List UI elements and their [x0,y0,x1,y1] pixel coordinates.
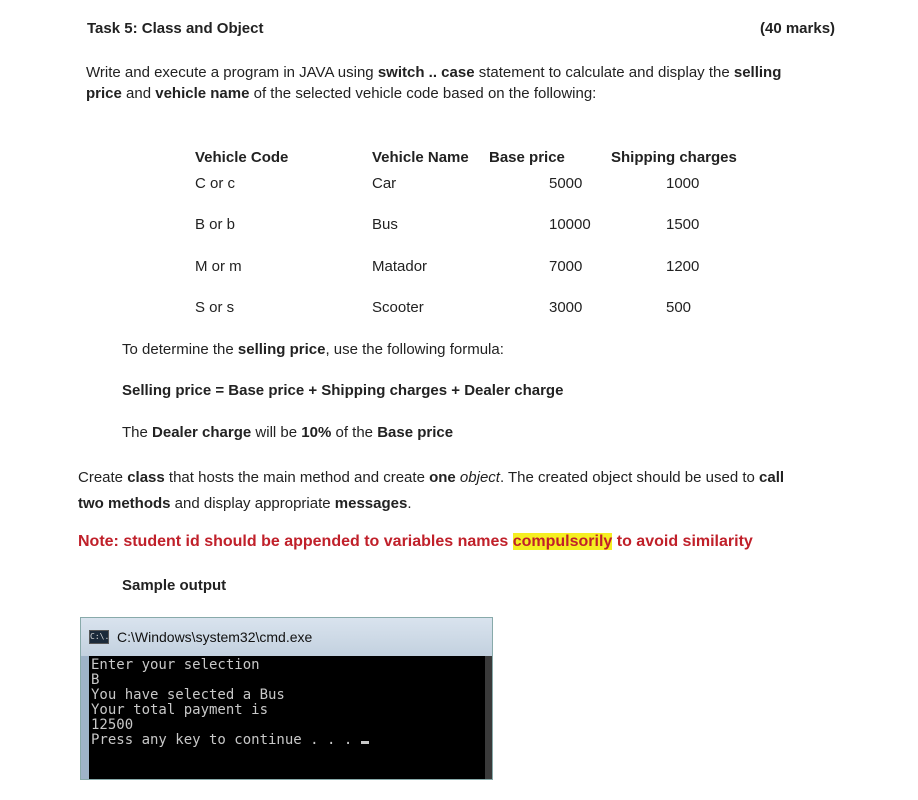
create-class: class [127,469,165,486]
dealer-charge: Dealer charge [152,424,252,441]
table-cell-base: 7000 [549,258,583,275]
intro-line-1 [86,62,781,83]
intro-switch: switch .. case [377,64,475,81]
create-two-methods: two methods [78,495,171,512]
table-cell-shipping: 500 [666,299,692,316]
note-line [78,533,753,551]
sample-output-heading: Sample output [122,577,227,594]
dealer-text-3: of the [331,424,378,441]
formula-selling-price: selling price [237,341,326,358]
table-cell-code: C or c [195,175,236,192]
dealer-base-price: Base price [377,424,454,441]
dealer-percent: 10% [301,424,332,441]
note-highlight: compulsorily [512,533,613,550]
create-line-1 [78,465,784,491]
console-line: 12500 [91,717,134,733]
intro-vehicle-name: vehicle name [155,85,250,102]
create-paragraph [78,465,784,517]
create-one: one [429,469,456,486]
cmd-icon: C:\. [89,630,109,644]
table-cell-name: Matador [372,258,428,275]
intro-text-1: Write and execute a program in JAVA using [86,64,378,81]
task-marks: (40 marks) [760,20,836,37]
table-cell-code: M or m [195,258,242,275]
table-cell-code: S or s [195,299,235,316]
console-title: C:\Windows\system32\cmd.exe [117,629,313,645]
table-header-name: Vehicle Name [372,149,469,166]
create-text-5: and display appropriate [170,495,335,512]
table-header-shipping: Shipping charges [611,149,737,166]
console-line: B [91,672,100,688]
table-cell-base: 10000 [549,216,591,233]
create-line-2 [78,491,784,517]
note-text-before: Note: student id should be appended to variables names [78,533,513,550]
console-line: Enter your selection [91,657,260,673]
console-window [80,617,493,780]
create-text-1: Create [78,469,128,486]
formula-intro [122,341,504,358]
console-output [81,656,492,750]
formula-lead-1: To determine the [122,341,238,358]
create-text-2: that hosts the main method and create [164,469,430,486]
formula-equation: Selling price = Base price + Shipping charges + Dealer charge [122,382,564,399]
intro-selling: selling [733,64,782,81]
create-messages: messages [334,495,408,512]
console-line-last [91,733,482,748]
note-text-after: to avoid similarity [612,533,753,550]
console-line: Your total payment is [91,702,269,718]
intro-text-4: of the selected vehicle code based on the following: [249,85,597,102]
table-header-code: Vehicle Code [195,149,289,166]
table-cell-code: B or b [195,216,236,233]
intro-price: price [86,85,122,102]
create-call: call [759,469,785,486]
intro-text-2: statement to calculate and display the [474,64,734,81]
table-cell-name: Bus [372,216,398,233]
intro-line-2 [86,83,781,104]
table-cell-base: 5000 [549,175,583,192]
create-text-4: . The created object should be used to [499,469,760,486]
table-cell-name: Car [372,175,397,192]
dealer-charge-text [122,424,453,441]
task-title: Task 5: Class and Object [87,20,264,37]
create-text-6: . [407,495,412,512]
console-titlebar[interactable] [81,618,492,656]
console-line: Press any key to continue . . . [91,732,361,748]
console-line: You have selected a Bus [91,687,285,703]
table-cell-name: Scooter [372,299,424,316]
formula-lead-2: , use the following formula: [325,341,504,358]
cursor-icon [361,741,369,744]
dealer-text-1: The [122,424,153,441]
console-scrollbar[interactable] [485,656,492,779]
table-cell-shipping: 1200 [666,258,700,275]
create-object: object [459,469,500,486]
table-header-base: Base price [489,149,565,166]
dealer-text-2: will be [251,424,302,441]
table-cell-base: 3000 [549,299,583,316]
intro-text-3: and [121,85,156,102]
intro-paragraph [86,62,781,104]
table-cell-shipping: 1000 [666,175,700,192]
table-cell-shipping: 1500 [666,216,700,233]
